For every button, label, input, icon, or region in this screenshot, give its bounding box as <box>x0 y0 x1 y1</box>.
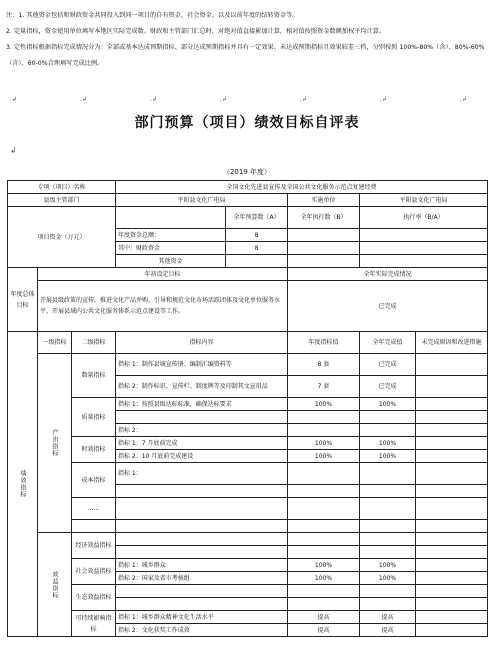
indicator-content: 指标 1：7 月底前完成 <box>116 437 288 450</box>
group-label: 经济效益指标 <box>72 533 116 559</box>
notes-block <box>6 8 488 72</box>
col-actual: 全年完成值 <box>360 332 416 354</box>
group-label: 数量指标 <box>72 354 116 398</box>
indicator-content: 指标 2：制作标识、宣传栏、制度牌等及印制其文宣用品 <box>116 376 288 398</box>
group-label: 成本指标 <box>72 463 116 498</box>
col-l2: 二级指标 <box>72 332 116 354</box>
group-label: 质量指标 <box>72 398 116 437</box>
year-label: （2019 年度） <box>222 168 272 176</box>
indicator-content: 指标 1：城乡群众精神文化生活水平 <box>116 611 288 624</box>
dept-label: 县级主管部门 <box>8 194 116 207</box>
indicator-content: 指标 1：城乡群众 <box>116 559 288 572</box>
perf-side-label: 绩效指标 <box>8 332 38 637</box>
indicator-actual: 提高 <box>360 611 416 624</box>
group-label: 时效指标 <box>72 437 116 463</box>
indicator-content: 指标 2：10 月底前完成建设 <box>116 450 288 463</box>
group-label: 生态效益指标 <box>72 585 116 611</box>
group-label: 可持续影响指标 <box>72 611 116 637</box>
indicator-content: 指标 1：按照县级达标标准，确保达标要求 <box>116 398 288 411</box>
funds-col-budget: 全年预算数（A） <box>226 207 288 229</box>
paragraph-mark-icon: ↲ <box>10 146 17 155</box>
funds-budget: 8 <box>226 242 288 255</box>
indicator-actual: 提高 <box>360 624 416 637</box>
goals-label: 年度总体目标 <box>8 268 38 332</box>
impl-value: 平阳县文化广电局 <box>360 194 488 207</box>
col-l1: 一级指标 <box>38 332 72 354</box>
indicator-actual: 100% <box>360 572 416 585</box>
indicator-target: 8 套 <box>288 354 360 376</box>
indicator-actual: 100% <box>360 398 416 411</box>
indicator-content <box>116 411 288 424</box>
project-name-value: 全国文化先进县宣传及全国公共文化服务示范点复建经费 <box>116 181 488 194</box>
indicator-content: 指标 2：国家及省市考核组 <box>116 572 288 585</box>
indicator-actual: 已完成 <box>360 354 416 376</box>
goals-initial-text: 开展县级政策的宣传，推进文化产品并购、引导和规范文化市场活跃团体及文化单位服务水平，开展县域内公共文化服务体系示范点建设等工作。 <box>38 281 288 332</box>
group-label: …… <box>72 498 116 520</box>
indicator-target: 提高 <box>288 624 360 637</box>
indicator-target: 100% <box>288 559 360 572</box>
indicator-content: 指标 1： <box>116 463 288 485</box>
indicator-actual: 100% <box>360 437 416 450</box>
goals-initial-header: 年初设定目标 <box>38 268 288 281</box>
note-line: 注：1. 其他资金包括和财政资金共同投入到同一项目的自有资金、社会资金，以及以前年度的结转资金等。 <box>6 12 299 19</box>
funds-col-exec: 全年执行数（B） <box>288 207 360 229</box>
note-line: 2. 定量指标，资金使用单位填写本地区实际完成数。财政和主管部门汇总时，对绝对值直接累加计算，相对值按照资金数额加权平均计算。 <box>6 28 386 35</box>
col-content: 指标内容 <box>116 332 288 354</box>
funds-col-rate: 执行率（B/A） <box>360 207 488 229</box>
indicator-target: 提高 <box>288 611 360 624</box>
funds-row-label: 其他资金 <box>116 255 226 268</box>
funds-label: 项目资金（万元） <box>8 207 116 268</box>
impl-label: 实施单位 <box>288 194 360 207</box>
output-label: 产出指标 <box>38 354 72 533</box>
indicator-content: 指标 1：制作县城宣传册、编制汇编资料等 <box>116 354 288 376</box>
dept-value: 平阳县文化广电局 <box>116 194 288 207</box>
indicator-actual: 100% <box>360 450 416 463</box>
page-title: 部门预算（项目）绩效目标自评表 <box>134 115 360 131</box>
indicator-content: 指标 2： <box>116 424 288 437</box>
goals-actual-header: 全年实际完成情况 <box>288 268 488 281</box>
col-reason: 未完成原因和改进措施 <box>416 332 488 354</box>
indicator-actual: 已完成 <box>360 376 416 398</box>
funds-row-label: 年度资金总额： <box>116 229 226 242</box>
group-label: 社会效益指标 <box>72 559 116 585</box>
project-name-label: 专项（项目）名称 <box>8 181 116 194</box>
indicator-target: 100% <box>288 572 360 585</box>
funds-row-label: 其中：财政资金 <box>116 242 226 255</box>
funds-budget <box>226 255 288 268</box>
self-evaluation-table <box>7 180 488 637</box>
indicator-target: 100% <box>288 398 360 411</box>
goals-actual-text: 已完成 <box>288 281 488 332</box>
indicator-target: 100% <box>288 437 360 450</box>
indicator-target: 100% <box>288 450 360 463</box>
benefit-label: 效益指标 <box>38 533 72 637</box>
paragraph-marks: .↲ .↲ .↲ .↲ .↲ .↲ .↲ <box>10 96 467 103</box>
note-line: 3. 定性指标根据指标完成情况分为：全部或基本达成预期指标、部分达成预期指标并具有一定效果、未达成预期指标且效果较差三档，分别按照 100%-80%（含）、80%-60%（含）、60-0%合理填写完成比例。 <box>6 44 485 67</box>
indicator-actual: 100% <box>360 559 416 572</box>
indicator-target: 7 套 <box>288 376 360 398</box>
indicator-content: 指标 2：文化获奖工作成效 <box>116 624 288 637</box>
col-target: 年度指标值 <box>288 332 360 354</box>
funds-budget: 8 <box>226 229 288 242</box>
